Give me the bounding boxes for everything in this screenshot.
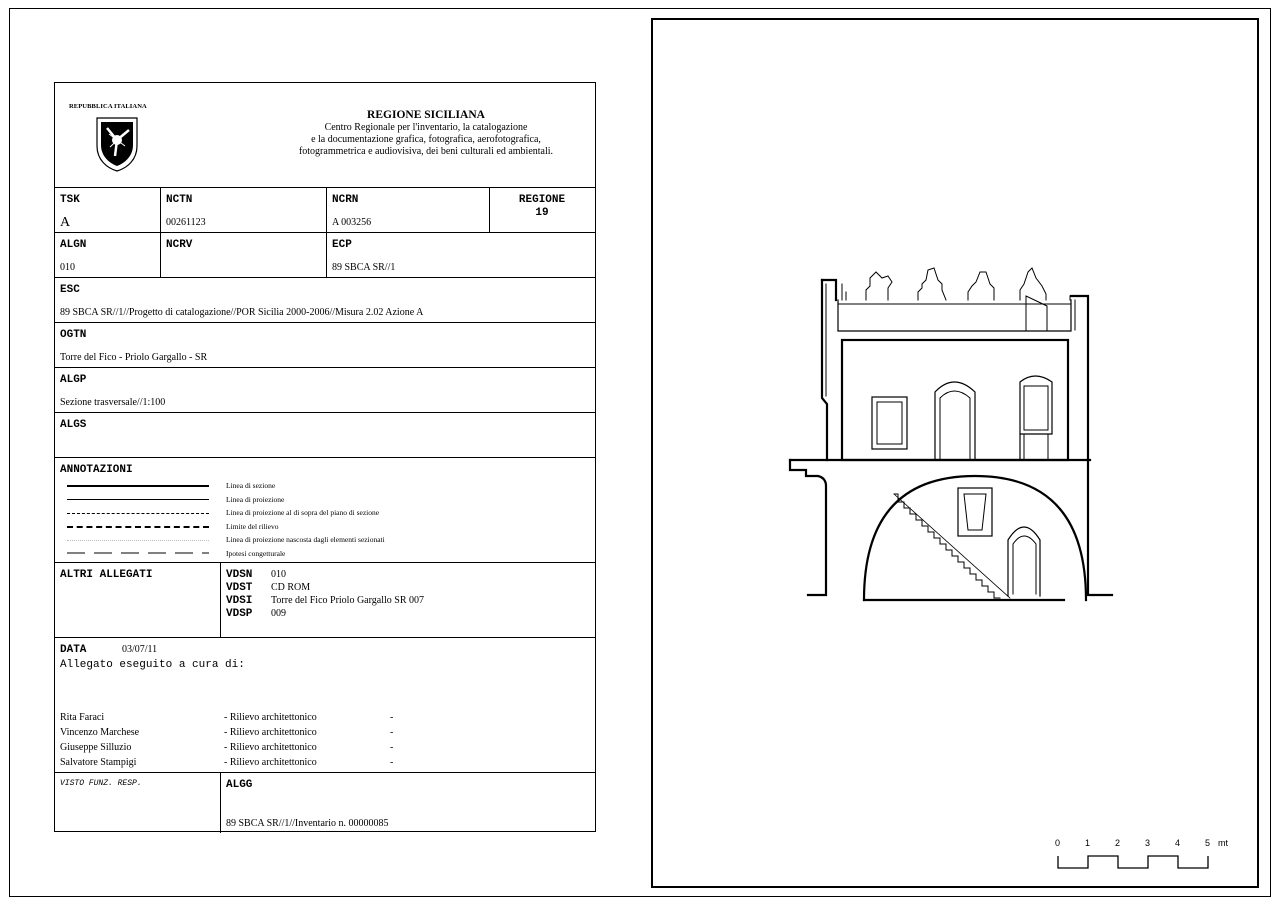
esc-label: ESC [60, 284, 80, 296]
data-label: DATA [60, 644, 87, 656]
algp-label: ALGP [60, 374, 87, 386]
legend-text-6: Ipotesi congetturale [226, 549, 286, 558]
scale-tick: 1 [1085, 838, 1091, 848]
person-dash: - [390, 727, 394, 738]
ogtn-label: OGTN [60, 329, 87, 341]
region-title: REGIONE SICILIANA [367, 109, 485, 121]
algp-value: Sezione trasversale//1:100 [60, 397, 166, 408]
person-name: Vincenzo Marchese [60, 727, 140, 738]
nctn-label: NCTN [166, 194, 193, 206]
data-date: 03/07/11 [122, 644, 158, 655]
legend-text-2: Linea di proiezione [226, 495, 285, 504]
algn-label: ALGN [60, 239, 87, 251]
legend-text-5: Linea di proiezione nascosta dagli elementi sezionati [226, 535, 385, 544]
tsk-label: TSK [60, 194, 80, 206]
algn-value: 010 [60, 262, 75, 273]
vdst-value: CD ROM [271, 582, 311, 593]
legend-text-1: Linea di sezione [226, 481, 276, 490]
scale-tick: 5 [1205, 838, 1211, 848]
person-name: Rita Faraci [60, 712, 105, 723]
person-role: - Rilievo architettonico [224, 742, 317, 753]
regione-label: REGIONE [518, 194, 566, 206]
republic-label: REPUBBLICA ITALIANA [69, 103, 147, 110]
algg-value: 89 SBCA SR//1//Inventario n. 00000085 [226, 818, 389, 829]
cura-text: Allegato eseguito a cura di: [60, 659, 245, 671]
visto-label: VISTO FUNZ. RESP. [60, 779, 142, 788]
ecp-label: ECP [332, 239, 352, 251]
scale-unit: mt [1218, 838, 1228, 848]
legend-text-4: Limite del rilievo [226, 522, 279, 531]
vdst-label: VDST [226, 582, 253, 594]
ncrn-label: NCRN [332, 194, 359, 206]
annotazioni-label: ANNOTAZIONI [60, 464, 133, 476]
legend-text-3: Linea di proiezione al di sopra del piano di sezione [226, 508, 380, 517]
tsk-value: A [60, 215, 71, 230]
vdsi-label: VDSI [226, 595, 253, 607]
person-dash: - [390, 712, 394, 723]
allegati-label: ALTRI ALLEGATI [60, 569, 153, 581]
person-dash: - [390, 742, 394, 753]
center-line-3: fotogrammetrica e audiovisiva, dei beni culturali ed ambientali. [298, 146, 554, 157]
scale-tick: 4 [1175, 838, 1181, 848]
regione-value: 19 [535, 207, 549, 219]
person-name: Giuseppe Silluzio [60, 742, 132, 753]
person-role: - Rilievo architettonico [224, 727, 317, 738]
scale-tick: 2 [1115, 838, 1121, 848]
person-dash: - [390, 757, 394, 768]
algs-label: ALGS [60, 419, 87, 431]
vdsp-value: 009 [271, 608, 286, 619]
center-line-1: Centro Regionale per l'inventario, la catalogazione [324, 122, 528, 133]
vdsp-label: VDSP [226, 608, 253, 620]
person-role: - Rilievo architettonico [224, 712, 317, 723]
person-name: Salvatore Stampigi [60, 757, 137, 768]
ecp-value: 89 SBCA SR//1 [332, 262, 396, 273]
nctn-value: 00261123 [166, 217, 206, 228]
ncrv-label: NCRV [166, 239, 193, 251]
esc-value: 89 SBCA SR//1//Progetto di catalogazione//POR Sicilia 2000-2006//Misura 2.02 Azione A [60, 307, 424, 318]
person-role: - Rilievo architettonico [224, 757, 317, 768]
ogtn-value: Torre del Fico - Priolo Gargallo - SR [60, 352, 208, 363]
algg-label: ALGG [226, 779, 253, 791]
scale-tick: 3 [1145, 838, 1151, 848]
scale-tick: 0 [1055, 838, 1061, 848]
vdsn-label: VDSN [226, 569, 253, 581]
vdsn-value: 010 [271, 569, 286, 580]
vdsi-value: Torre del Fico Priolo Gargallo SR 007 [271, 595, 424, 606]
ncrn-value: A 003256 [332, 217, 372, 228]
center-line-2: e la documentazione grafica, fotografica, aerofotografica, [311, 134, 541, 145]
